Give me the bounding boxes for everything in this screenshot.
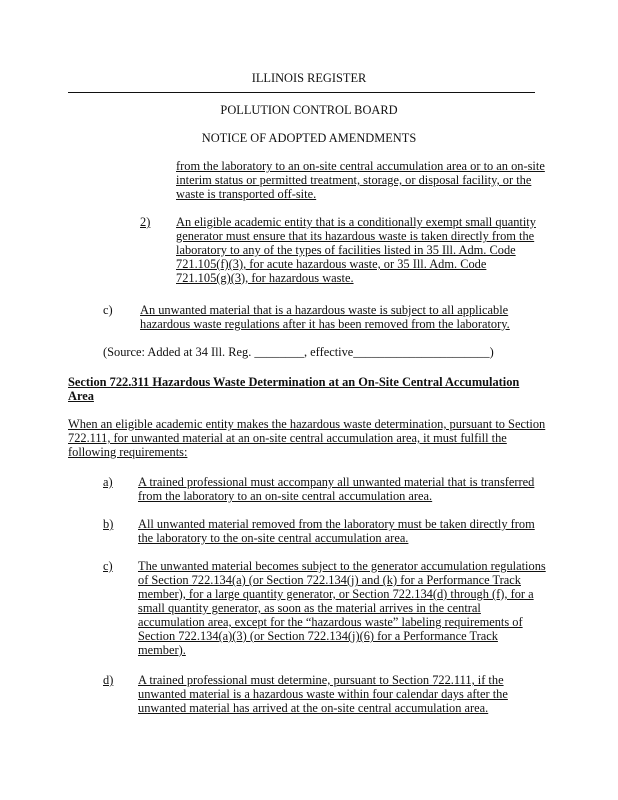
text-line: from the laboratory to an on-site central accumulation area or to an on-site: [176, 159, 545, 173]
text-line: member), for a large quantity generator, or Section 722.134(d) through (f), for a: [138, 587, 534, 601]
text-line: waste is transported off-site.: [176, 187, 317, 201]
text-line: unwanted material is a hazardous waste within four calendar days after the: [138, 687, 508, 701]
text-line: small quantity generator, as soon as the material arrives in the central: [138, 601, 481, 615]
text-line: unwanted material has arrived at the on-site central accumulation area.: [138, 701, 489, 715]
text-line: An eligible academic entity that is a conditionally exempt small quantity: [176, 215, 536, 229]
text-line: from the laboratory to an on-site central accumulation area.: [138, 489, 433, 503]
text-line: 721.105(g)(3), for hazardous waste.: [176, 271, 354, 285]
text-line: When an eligible academic entity makes the hazardous waste determination, pursuant to Section: [68, 417, 546, 431]
agency-title: POLLUTION CONTROL BOARD: [220, 103, 398, 117]
text-line: A trained professional must accompany all unwanted material that is transferred: [138, 475, 535, 489]
source-note: (Source: Added at 34 Ill. Reg. ________, effective______________________): [103, 345, 494, 359]
item-label: d): [103, 673, 114, 687]
heading-line: Area: [68, 389, 94, 403]
text-line: 722.111, for unwanted material at an on-site central accumulation area, it must fulfill the: [68, 431, 507, 445]
text-line: A trained professional must determine, pursuant to Section 722.111, if the: [138, 673, 504, 687]
text-line: hazardous waste regulations after it has been removed from the laboratory.: [140, 317, 510, 331]
text-line: member).: [138, 643, 186, 657]
item-label: b): [103, 517, 114, 531]
header-rule: [68, 92, 535, 93]
text-line: following requirements:: [68, 445, 188, 459]
text-line: accumulation area, except for the “hazardous waste” labeling requirements of: [138, 615, 523, 629]
text-line: 721.105(f)(3), for acute hazardous waste, or 35 Ill. Adm. Code: [176, 257, 487, 271]
text-line: the laboratory to the on-site central accumulation area.: [138, 531, 409, 545]
text-line: generator must ensure that its hazardous waste is taken directly from the: [176, 229, 535, 243]
text-line: The unwanted material becomes subject to the generator accumulation regulations: [138, 559, 546, 573]
register-title: ILLINOIS REGISTER: [251, 71, 367, 85]
text-line: An unwanted material that is a hazardous waste is subject to all applicable: [140, 303, 509, 317]
text-line: interim status or permitted treatment, storage, or disposal facility, or the: [176, 173, 532, 187]
text-line: laboratory to any of the types of facilities listed in 35 Ill. Adm. Code: [176, 243, 516, 257]
text-line: of Section 722.134(a) (or Section 722.134(j) and (k) for a Performance Track: [138, 573, 521, 587]
text-line: All unwanted material removed from the laboratory must be taken directly from: [138, 517, 535, 531]
item-label: 2): [140, 215, 151, 229]
notice-title: NOTICE OF ADOPTED AMENDMENTS: [201, 131, 417, 145]
text-line: Section 722.134(a)(3) (or Section 722.134(j)(6) for a Performance Track: [138, 629, 498, 643]
heading-line: Section 722.311 Hazardous Waste Determination at an On-Site Central Accumulation: [68, 375, 520, 389]
item-label: a): [103, 475, 113, 489]
item-label: c): [103, 303, 113, 317]
item-label: c): [103, 559, 113, 573]
